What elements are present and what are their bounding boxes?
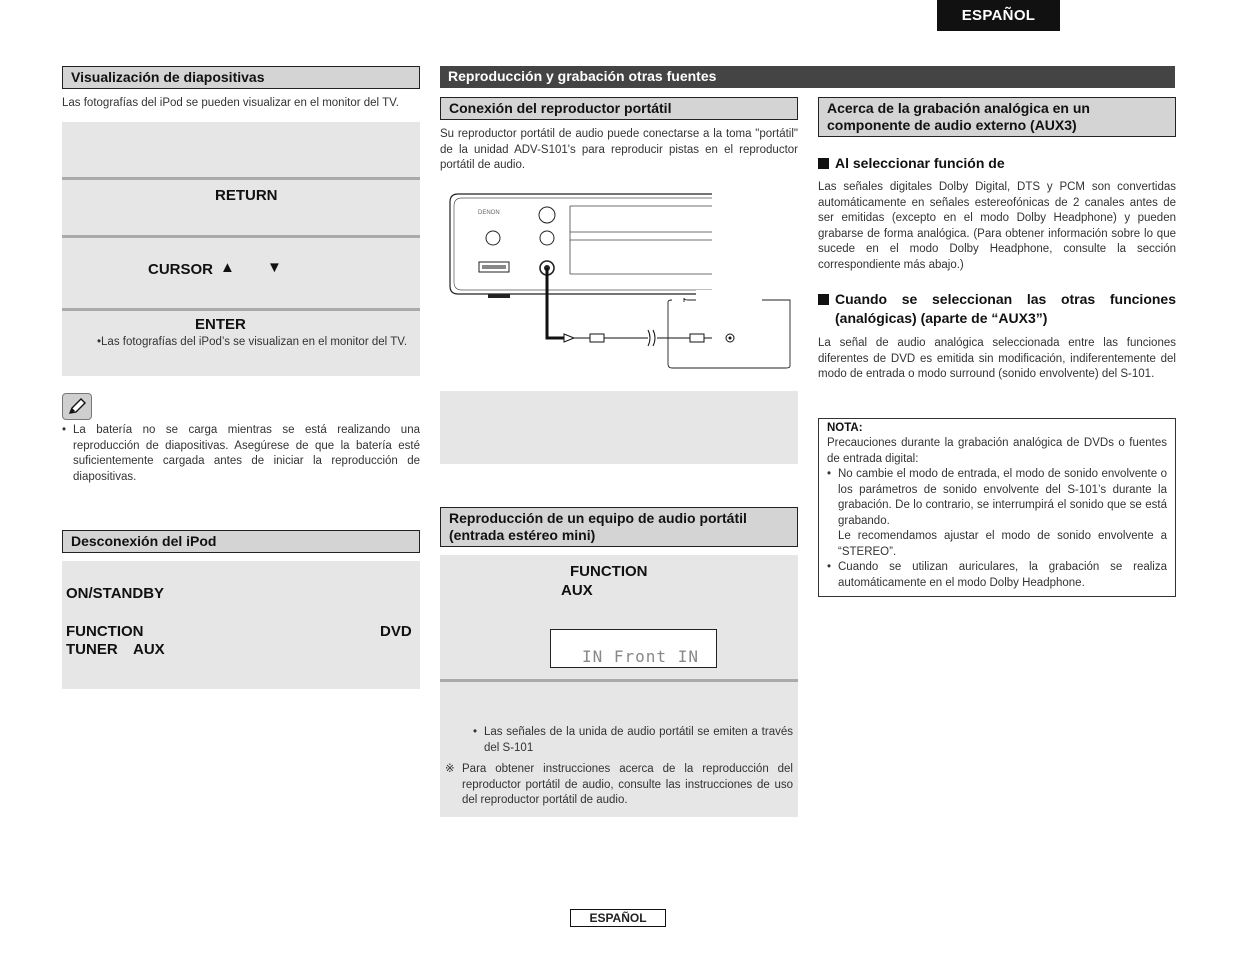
step-3-box (62, 238, 420, 308)
analog-paragraph-2: La señal de audio analógica seleccionada entre las funciones diferentes de DVD es emitida sin modificación, indiferentemente del modo de entrada o modo surround (sonido envolvente) del S-101. (818, 337, 1176, 380)
step-4-note: •Las fotografías del iPod’s se visualizan en el monitor del TV. (97, 336, 408, 348)
cursor-down-icon: ▼ (267, 259, 282, 276)
playback-step-2-box (440, 682, 798, 817)
front-display: IN Front IN (550, 629, 717, 668)
battery-note: • La batería no se carga mientras se está realizando una reproducción de diapositivas. Asegúrese de que la batería esté suficientemente cargada antes de iniciar la reproducción de diapositivas. (62, 424, 420, 483)
function-key-label: FUNCTION (570, 563, 648, 580)
connection-diagram (440, 190, 800, 375)
step-4-box (62, 311, 420, 376)
section-title-analog-recording: Acerca de la grabación analógica en un componente de audio externo (AUX3) (818, 97, 1176, 137)
section-title-playback: Reproducción de un equipo de audio portátil (entrada estéreo mini) (440, 507, 798, 547)
enter-key-label: ENTER (195, 316, 246, 333)
brand-label: DENON (478, 210, 500, 216)
section-title-disconnect: Desconexión del iPod (62, 530, 420, 553)
heading-select-function: Al seleccionar función de (818, 154, 1176, 173)
nota-intro: Precauciones durante la grabación analógica de DVDs o fuentes de entrada digital: (827, 437, 1167, 465)
tuner-key-label: TUNER (66, 641, 118, 658)
function-key-label: FUNCTION (66, 623, 144, 640)
reference-mark: ※ (445, 763, 455, 775)
analog-paragraph-1: Las señales digitales Dolby Digital, DTS y PCM son convertidas automáticamente en señales estereofónicas de 2 canales antes de ser emitidas (excepto en el modo Dolby Headphone) y pueden grabarse de forma analógica. (Para obtener información sobre lo que sucede en el modo Dolby Headphone, consulte la sección correspondiente más abajo.) (818, 181, 1176, 271)
aux-key-label: AUX (561, 582, 593, 599)
language-tab: ESPAÑOL (937, 0, 1060, 31)
nota-box (818, 418, 1176, 597)
playback-ref-note: ※ Para obtener instrucciones acerca de la reproducción del reproductor portátil de audio, consulte las instrucciones de uso del reproductor portátil de audio. (445, 762, 793, 809)
main-section-title: Reproducción y grabación otras fuentes (440, 66, 1175, 88)
connect-info-box (440, 391, 798, 464)
section-title-connect: Conexión del reproductor portátil (440, 97, 798, 120)
playback-step-1-box (440, 555, 798, 679)
step-2-box (62, 180, 420, 235)
aux-key-label: AUX (133, 641, 165, 658)
cursor-key-label: CURSOR (148, 261, 214, 278)
nota-bullet-1-extra: Le recomendamos ajustar el modo de sonido envolvente a “STEREO”. (838, 530, 1167, 558)
slideshow-intro: Las fotografías del iPod se pueden visualizar en el monitor del TV. (62, 97, 399, 109)
section-title-slideshow: Visualización de diapositivas (62, 66, 420, 89)
connect-body: Su reproductor portátil de audio puede conectarse a la toma "portátil" de la unidad ADV-S101's para reproducir pistas en el reproductor portátil de audio. (440, 128, 798, 171)
step-1-box (62, 122, 420, 177)
nota-bullet-1: • No cambie el modo de entrada, el modo de sonido envolvente o los parámetros de sonido envolvente del S-101’s durante la grabación. De lo contrario, se interrumpirá el sonido que se está grabando. (827, 468, 1167, 527)
nota-bullet-2: • Cuando se utilizan auriculares, la grabación se realiza automáticamente en el modo Dolby Headphone. (827, 561, 1167, 589)
dvd-key-label: DVD (380, 623, 412, 640)
return-key-label: RETURN (215, 187, 278, 204)
square-bullet-icon (818, 294, 829, 305)
cursor-up-icon: ▲ (220, 259, 235, 276)
square-bullet-icon (818, 158, 829, 169)
pencil-note-icon (62, 393, 92, 420)
playback-bullet: • Las señales de la unida de audio portátil se emiten a través del S-101 (473, 726, 793, 754)
on-standby-key-label: ON/STANDBY (66, 585, 165, 602)
nota-title: NOTA: (827, 422, 863, 434)
heading-other-functions: Cuando se seleccionan las otras funciones (analógicas) (aparte de “AUX3”) (818, 290, 1176, 328)
disconnect-steps-box (62, 561, 420, 689)
footer-language-tab: ESPAÑOL (570, 909, 666, 927)
